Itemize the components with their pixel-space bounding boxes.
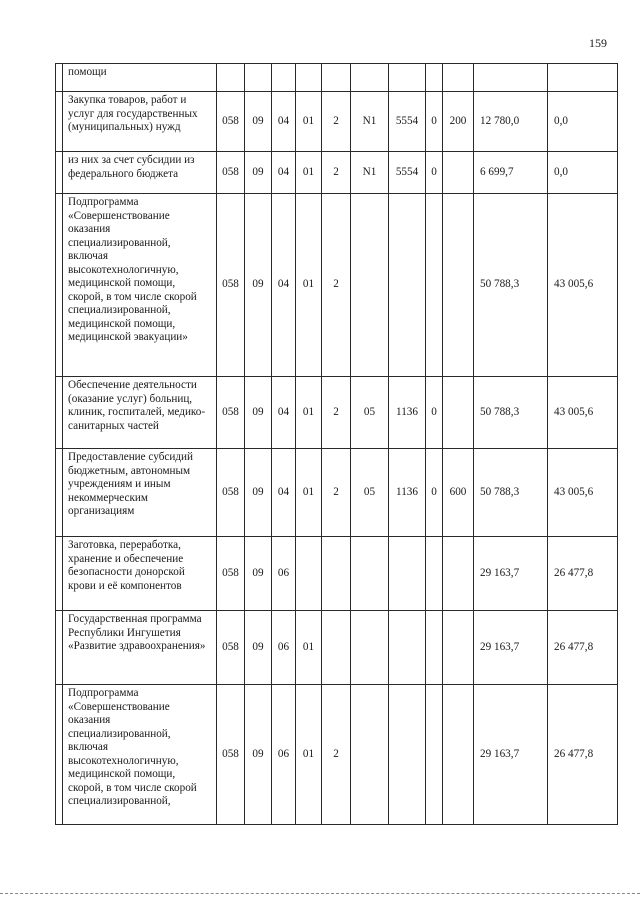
- row-name-cell: Обеспечение деятельности (оказание услуг) больниц, клиник, госпиталей, медико-санитарных частей: [63, 377, 217, 449]
- code-cell-1: [217, 64, 245, 92]
- row-number-cell: [56, 64, 63, 92]
- code-cell-1: 058: [217, 377, 245, 449]
- code-cell-4: [296, 64, 322, 92]
- code-cell-4: 01: [296, 377, 322, 449]
- code-cell-4: 01: [296, 152, 322, 194]
- code-cell-8: [426, 194, 443, 377]
- row-name-cell: Заготовка, переработка, хранение и обеспечение безопасности донорской крови и её компонентов: [63, 537, 217, 611]
- code-cell-3: 04: [272, 377, 296, 449]
- code-cell-7: 5554: [389, 92, 426, 152]
- code-cell-7: 1136: [389, 377, 426, 449]
- page-number: 159: [589, 36, 607, 50]
- code-cell-5: 2: [322, 92, 351, 152]
- code-cell-1: 058: [217, 685, 245, 825]
- amount-cell-2: 43 005,6: [548, 377, 618, 449]
- code-cell-3: [272, 64, 296, 92]
- code-cell-6: N1: [351, 92, 389, 152]
- code-cell-7: [389, 194, 426, 377]
- code-cell-7: 5554: [389, 152, 426, 194]
- amount-cell-1: 12 780,0: [474, 92, 548, 152]
- amount-cell-2: [548, 64, 618, 92]
- code-cell-7: [389, 64, 426, 92]
- amount-cell-2: 26 477,8: [548, 611, 618, 685]
- row-number-cell: [56, 377, 63, 449]
- row-name-cell: Государственная программа Республики Ингушетия «Развитие здравоохранения»: [63, 611, 217, 685]
- code-cell-8: [426, 685, 443, 825]
- code-cell-2: 09: [245, 92, 272, 152]
- code-cell-6: [351, 537, 389, 611]
- code-cell-5: 2: [322, 152, 351, 194]
- code-cell-3: 06: [272, 537, 296, 611]
- code-cell-7: [389, 611, 426, 685]
- row-number-cell: [56, 194, 63, 377]
- table-row: [56, 377, 618, 449]
- code-cell-6: 05: [351, 449, 389, 537]
- code-cell-9: [443, 152, 474, 194]
- code-cell-6: [351, 64, 389, 92]
- code-cell-9: 200: [443, 92, 474, 152]
- code-cell-1: 058: [217, 152, 245, 194]
- table-body: [56, 64, 618, 825]
- code-cell-4: 01: [296, 611, 322, 685]
- code-cell-2: 09: [245, 537, 272, 611]
- row-name-cell: Предоставление субсидий бюджетным, автономным учреждениям и иным некоммерческим организациям: [63, 449, 217, 537]
- amount-cell-1: 50 788,3: [474, 449, 548, 537]
- code-cell-5: 2: [322, 449, 351, 537]
- code-cell-7: [389, 685, 426, 825]
- code-cell-6: 05: [351, 377, 389, 449]
- row-number-cell: [56, 685, 63, 825]
- budget-table: [55, 63, 618, 825]
- table-row: [56, 449, 618, 537]
- amount-cell-1: 29 163,7: [474, 685, 548, 825]
- code-cell-2: 09: [245, 611, 272, 685]
- row-number-cell: [56, 152, 63, 194]
- code-cell-7: 1136: [389, 449, 426, 537]
- code-cell-5: 2: [322, 194, 351, 377]
- code-cell-9: [443, 611, 474, 685]
- table-row: [56, 64, 618, 92]
- amount-cell-2: 43 005,6: [548, 449, 618, 537]
- row-number-cell: [56, 92, 63, 152]
- code-cell-2: [245, 64, 272, 92]
- code-cell-3: 04: [272, 92, 296, 152]
- code-cell-8: 0: [426, 92, 443, 152]
- row-name-cell: из них за счет субсидии из федерального бюджета: [63, 152, 217, 194]
- row-number-cell: [56, 611, 63, 685]
- table-row: [56, 152, 618, 194]
- table-row: [56, 611, 618, 685]
- table-row: [56, 92, 618, 152]
- code-cell-9: [443, 537, 474, 611]
- code-cell-5: 2: [322, 685, 351, 825]
- code-cell-6: [351, 611, 389, 685]
- code-cell-5: [322, 64, 351, 92]
- amount-cell-1: [474, 64, 548, 92]
- code-cell-4: 01: [296, 194, 322, 377]
- code-cell-3: 04: [272, 152, 296, 194]
- code-cell-9: [443, 377, 474, 449]
- code-cell-4: 01: [296, 92, 322, 152]
- amount-cell-1: 50 788,3: [474, 194, 548, 377]
- code-cell-9: 600: [443, 449, 474, 537]
- code-cell-5: [322, 611, 351, 685]
- code-cell-8: 0: [426, 449, 443, 537]
- code-cell-9: [443, 64, 474, 92]
- code-cell-2: 09: [245, 194, 272, 377]
- row-name-cell: Закупка товаров, работ и услуг для государственных (муниципальных) нужд: [63, 92, 217, 152]
- code-cell-2: 09: [245, 449, 272, 537]
- code-cell-8: [426, 537, 443, 611]
- code-cell-9: [443, 194, 474, 377]
- row-name-cell: Подпрограмма «Совершенствование оказания специализированной, включая высокотехнологичную, медицинской помощи, скорой, в том числе скорой специализированной, медицинской помощи, медицинской эвакуации»: [63, 194, 217, 377]
- bottom-scan-rule: [0, 893, 640, 894]
- code-cell-3: 04: [272, 194, 296, 377]
- code-cell-3: 04: [272, 449, 296, 537]
- code-cell-3: 06: [272, 685, 296, 825]
- amount-cell-2: 0,0: [548, 92, 618, 152]
- code-cell-4: 01: [296, 449, 322, 537]
- table-row: [56, 194, 618, 377]
- code-cell-6: [351, 685, 389, 825]
- code-cell-9: [443, 685, 474, 825]
- code-cell-2: 09: [245, 685, 272, 825]
- amount-cell-1: 29 163,7: [474, 611, 548, 685]
- code-cell-5: 2: [322, 377, 351, 449]
- code-cell-1: 058: [217, 611, 245, 685]
- code-cell-3: 06: [272, 611, 296, 685]
- amount-cell-1: 6 699,7: [474, 152, 548, 194]
- amount-cell-2: 0,0: [548, 152, 618, 194]
- code-cell-8: [426, 611, 443, 685]
- code-cell-1: 058: [217, 537, 245, 611]
- code-cell-6: N1: [351, 152, 389, 194]
- amount-cell-2: 26 477,8: [548, 537, 618, 611]
- code-cell-1: 058: [217, 92, 245, 152]
- code-cell-2: 09: [245, 152, 272, 194]
- table-row: [56, 685, 618, 825]
- code-cell-8: 0: [426, 152, 443, 194]
- code-cell-1: 058: [217, 194, 245, 377]
- code-cell-7: [389, 537, 426, 611]
- row-name-cell: помощи: [63, 64, 217, 92]
- row-number-cell: [56, 537, 63, 611]
- code-cell-6: [351, 194, 389, 377]
- code-cell-4: [296, 537, 322, 611]
- row-number-cell: [56, 449, 63, 537]
- table-row: [56, 537, 618, 611]
- amount-cell-1: 50 788,3: [474, 377, 548, 449]
- amount-cell-1: 29 163,7: [474, 537, 548, 611]
- code-cell-4: 01: [296, 685, 322, 825]
- code-cell-2: 09: [245, 377, 272, 449]
- code-cell-5: [322, 537, 351, 611]
- code-cell-1: 058: [217, 449, 245, 537]
- amount-cell-2: 43 005,6: [548, 194, 618, 377]
- code-cell-8: [426, 64, 443, 92]
- row-name-cell: Подпрограмма «Совершенствование оказания специализированной, включая высокотехнологичную, медицинской помощи, скорой, в том числе скорой специализированной,: [63, 685, 217, 825]
- code-cell-8: 0: [426, 377, 443, 449]
- amount-cell-2: 26 477,8: [548, 685, 618, 825]
